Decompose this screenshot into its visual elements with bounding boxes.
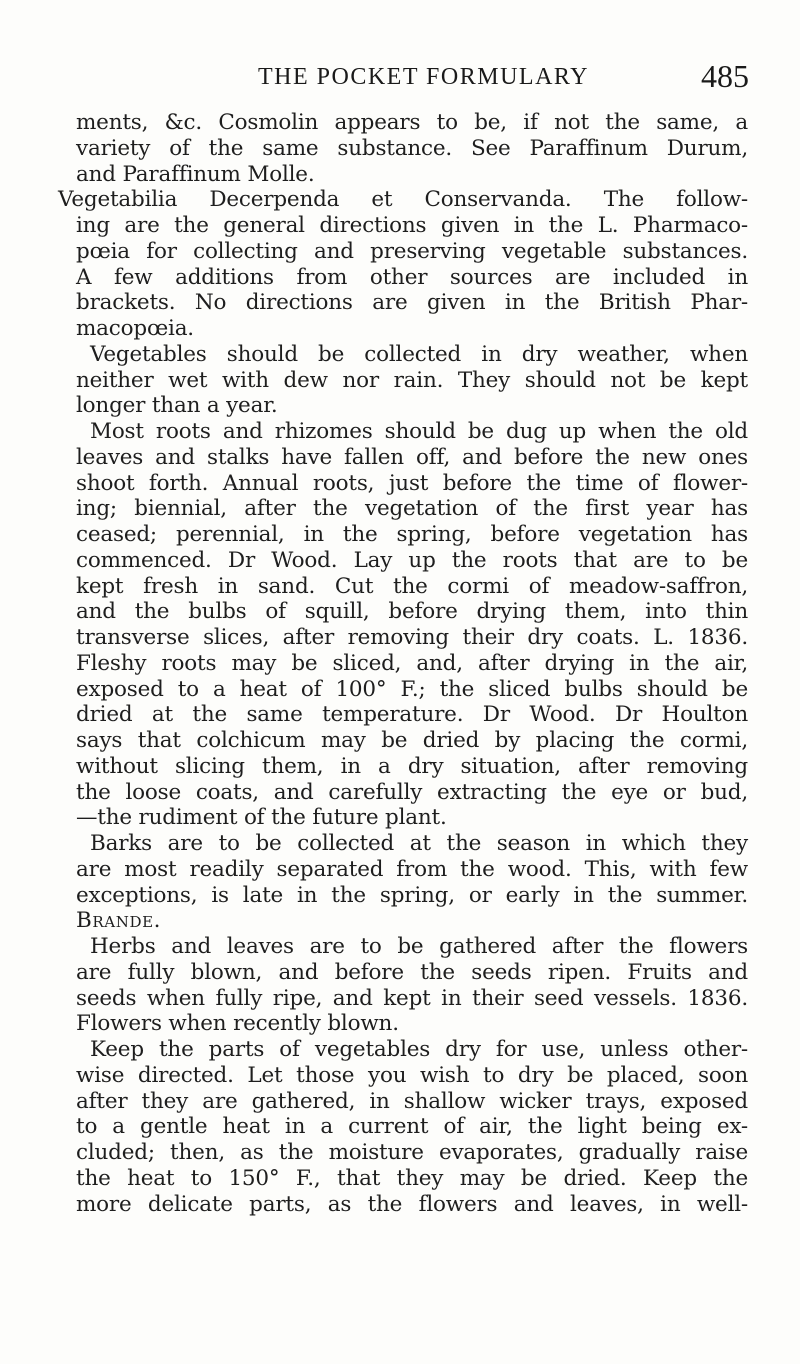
- text-line: the loose coats, and carefully extracting the eye or bud,: [76, 779, 748, 805]
- text-line: ments, &c. Cosmolin appears to be, if not the same, a: [76, 110, 748, 135]
- text-line: transverse slices, after removing their dry coats. L. 1836.: [76, 625, 748, 650]
- entry-heading-line: Vegetabilia Decerpenda et Conservanda. The follow-: [58, 187, 748, 213]
- text-line: kept fresh in sand. Cut the cormi of meadow-saffron,: [76, 573, 748, 599]
- text-line: neither wet with dew nor rain. They should not be kept: [76, 367, 748, 393]
- text-line: ing are the general directions given in the L. Pharmaco-: [76, 213, 748, 238]
- text-line: after they are gathered, in shallow wicker trays, exposed: [76, 1088, 748, 1114]
- text-line: exposed to a heat of 100° F.; the sliced bulbs should be: [76, 676, 748, 702]
- text-line: Brande.: [76, 908, 162, 934]
- body-text: [58, 110, 748, 1217]
- text-line: Barks are to be collected at the season in which they: [90, 831, 748, 856]
- text-line: exceptions, is late in the spring, or early in the summer.: [76, 882, 748, 908]
- text-line: Most roots and rhizomes should be dug up when the old: [90, 419, 748, 444]
- text-line: Fleshy roots may be sliced, and, after drying in the air,: [76, 650, 748, 676]
- text-line: A few additions from other sources are included in: [76, 264, 748, 290]
- text-line: shoot forth. Annual roots, just before the time of flower-: [76, 470, 748, 496]
- text-line: are most readily separated from the wood. This, with few: [76, 856, 748, 882]
- text-line: ing; biennial, after the vegetation of the first year has: [76, 496, 748, 522]
- text-line: the heat to 150° F., that they may be dried. Keep the: [76, 1165, 748, 1191]
- text-line: wise directed. Let those you wish to dry be placed, soon: [76, 1062, 748, 1088]
- text-line: seeds when fully ripe, and kept in their seed vessels. 1836.: [76, 985, 748, 1011]
- text-line: leaves and stalks have fallen off, and before the new ones: [76, 444, 748, 470]
- text-line: and the bulbs of squill, before drying them, into thin: [76, 599, 748, 625]
- text-line: says that colchicum may be dried by placing the cormi,: [76, 728, 748, 753]
- text-line: more delicate parts, as the flowers and leaves, in well-: [76, 1191, 748, 1217]
- text-line: brackets. No directions are given in the British Phar-: [76, 290, 748, 316]
- text-line: Herbs and leaves are to be gathered after the flowers: [90, 934, 748, 959]
- text-line: pœia for collecting and preserving vegetable substances.: [76, 238, 748, 264]
- text-line: and Paraffinum Molle.: [76, 161, 315, 187]
- text-line: variety of the same substance. See Paraffinum Durum,: [76, 135, 748, 161]
- running-head: THE POCKET FORMULARY: [258, 64, 589, 90]
- text-line: —the rudiment of the future plant.: [76, 805, 447, 831]
- text-line: to a gentle heat in a current of air, the light being ex-: [76, 1114, 748, 1140]
- text-line: longer than a year.: [76, 393, 278, 419]
- text-line: dried at the same temperature. Dr Wood. Dr Houlton: [76, 702, 748, 728]
- text-line: without slicing them, in a dry situation, after removing: [76, 753, 748, 779]
- page-header: [0, 58, 800, 102]
- text-line: Vegetables should be collected in dry weather, when: [90, 341, 748, 367]
- text-line: Flowers when recently blown.: [76, 1011, 399, 1037]
- page-number: 485: [701, 58, 749, 94]
- text-line: macopœia.: [76, 316, 194, 341]
- text-line: Keep the parts of vegetables dry for use, unless other-: [90, 1037, 748, 1062]
- text-line: commenced. Dr Wood. Lay up the roots that are to be: [76, 547, 748, 573]
- text-line: ceased; perennial, in the spring, before vegetation has: [76, 522, 748, 547]
- text-line: are fully blown, and before the seeds ripen. Fruits and: [76, 959, 748, 985]
- text-line: cluded; then, as the moisture evaporates, gradually raise: [76, 1140, 748, 1165]
